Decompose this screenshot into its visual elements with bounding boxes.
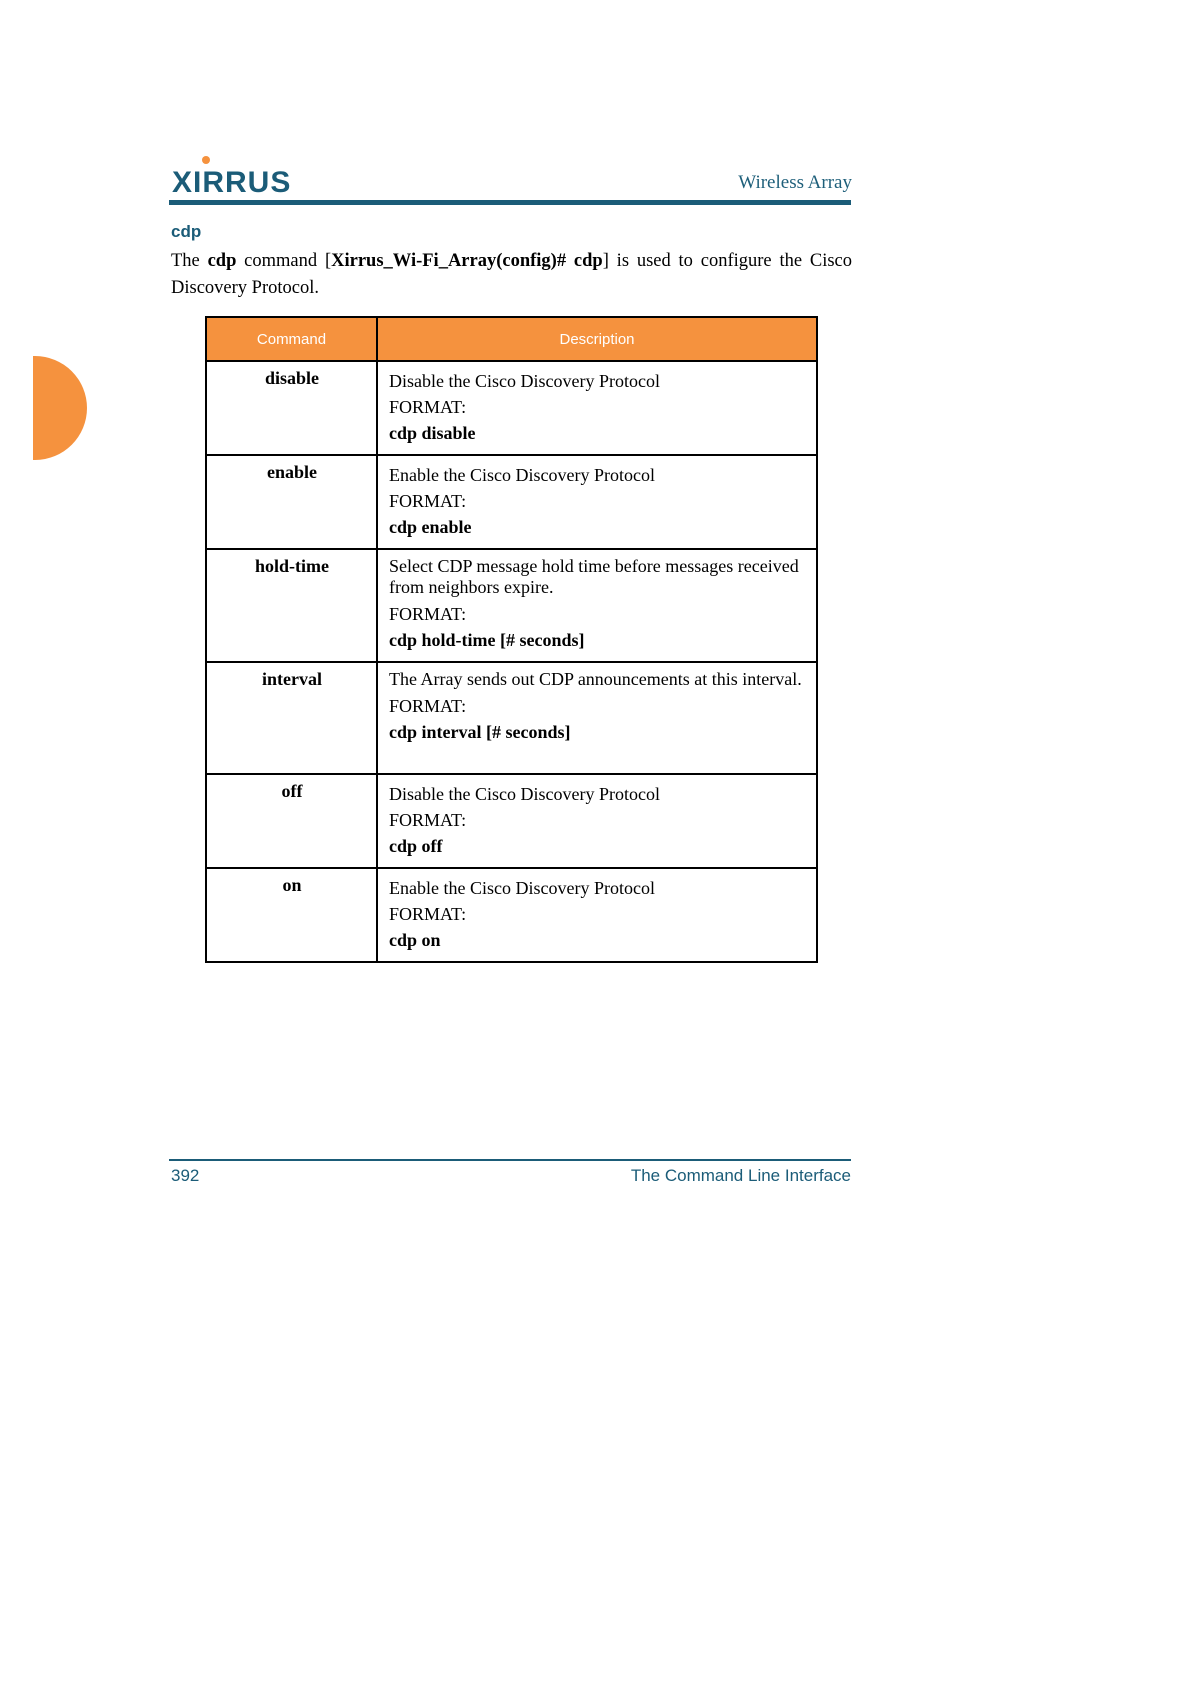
command-syntax: cdp off <box>389 836 443 856</box>
format-label: FORMAT: <box>389 810 467 830</box>
command-table <box>205 316 818 963</box>
product-name: Wireless Array <box>738 172 852 193</box>
description-text: Disable the Cisco Discovery Protocol <box>389 371 660 391</box>
command-name: disable <box>206 361 377 455</box>
intro-command: cdp <box>207 251 237 271</box>
format-label: FORMAT: <box>389 696 467 716</box>
page-number: 392 <box>171 1166 200 1185</box>
command-name: off <box>206 774 377 868</box>
command-description <box>377 549 817 662</box>
intro-suffix: ] is used to configure the Cisco Discovery Protocol. <box>171 251 852 298</box>
header-description: Description <box>377 317 817 361</box>
command-name: hold-time <box>206 549 377 662</box>
command-syntax: cdp interval [# seconds] <box>389 722 571 742</box>
format-label: FORMAT: <box>389 397 467 417</box>
description-text: Enable the Cisco Discovery Protocol <box>389 465 655 485</box>
format-label: FORMAT: <box>389 491 467 511</box>
intro-prompt: Xirrus_Wi-Fi_Array(config)# cdp <box>331 251 603 271</box>
intro-paragraph <box>171 248 852 302</box>
command-description <box>377 662 817 774</box>
chapter-side-tab <box>33 356 87 460</box>
command-name: interval <box>206 662 377 774</box>
command-name: enable <box>206 455 377 549</box>
header-rule <box>169 200 851 205</box>
table-row <box>206 549 817 662</box>
table-row <box>206 455 817 549</box>
intro-prefix: The <box>171 251 208 271</box>
xirrus-logo <box>172 154 312 198</box>
footer-rule <box>169 1159 851 1161</box>
table-row <box>206 361 817 455</box>
table-row <box>206 774 817 868</box>
command-description <box>377 361 817 455</box>
table-row <box>206 868 817 962</box>
format-label: FORMAT: <box>389 604 467 624</box>
command-syntax: cdp disable <box>389 423 476 443</box>
chapter-title: The Command Line Interface <box>630 1166 851 1185</box>
command-description <box>377 455 817 549</box>
table-row <box>206 662 817 774</box>
description-text: Enable the Cisco Discovery Protocol <box>389 878 655 898</box>
header-command: Command <box>206 317 377 361</box>
command-name: on <box>206 868 377 962</box>
section-title: cdp <box>171 222 202 241</box>
command-description <box>377 868 817 962</box>
intro-mid: command [ <box>236 251 332 271</box>
command-syntax: cdp on <box>389 930 441 950</box>
command-description <box>377 774 817 868</box>
description-text: The Array sends out CDP announcements at this interval. <box>389 669 802 689</box>
description-text: Disable the Cisco Discovery Protocol <box>389 784 660 804</box>
command-syntax: cdp hold-time [# seconds] <box>389 630 585 650</box>
logo-wordmark: XIRRUS <box>172 166 292 198</box>
table-header-row <box>206 317 817 361</box>
command-syntax: cdp enable <box>389 517 472 537</box>
description-text: Select CDP message hold time before messages received from neighbors expire. <box>389 556 799 597</box>
format-label: FORMAT: <box>389 904 467 924</box>
